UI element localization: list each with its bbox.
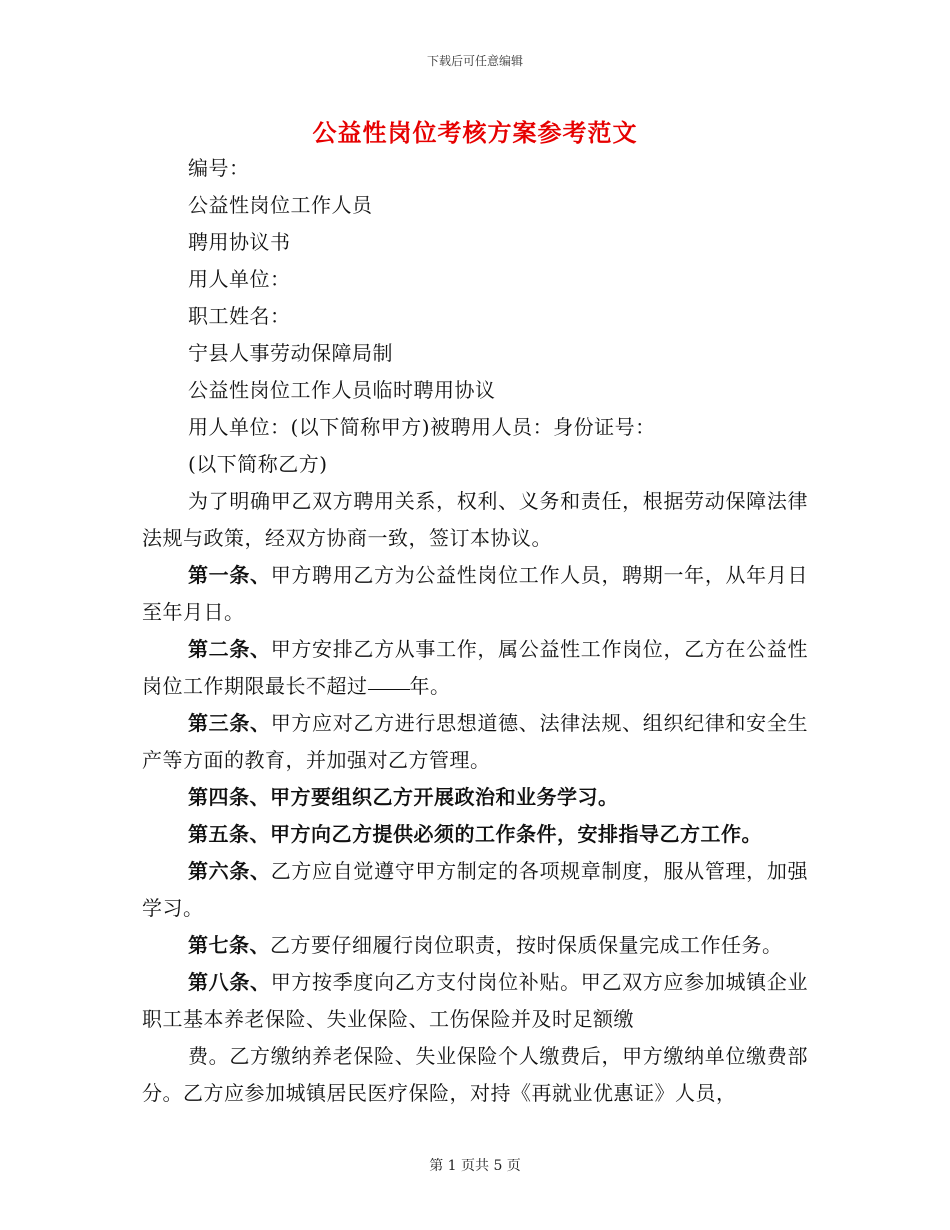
article-4 [142,779,808,816]
header-note: 下载后可任意编辑 [426,54,523,68]
line-issuer: 宁县人事劳动保障局制 [188,341,393,365]
article-8-label: 第八条、 [188,970,271,994]
line-employee-name: 职工姓名： [188,304,291,328]
article-2 [142,631,808,705]
line-employer: 用人单位： [188,267,291,291]
article-3 [142,705,808,779]
blank-underline [368,688,410,690]
paragraph-continuation: 费。乙方缴纳养老保险、失业保险个人缴费后，甲方缴纳单位缴费部分。乙方应参加城镇居民医疗保险，对持《再就业优惠证》人员， [142,1044,808,1105]
article-5 [142,816,808,853]
article-4-label: 第四条、 [188,785,270,809]
line-parties-b: (以下简称乙方) [188,452,328,476]
article-8 [142,964,808,1038]
page-footer: 第 1 页共 5 页 [429,1158,521,1174]
article-2-label: 第二条、 [188,637,271,661]
line-parties-a: 用人单位：(以下简称甲方)被聘用人员：身份证号： [188,415,656,439]
line-agreement-title: 聘用协议书 [188,230,291,254]
article-8-text: 甲方按季度向乙方支付岗位补贴。甲乙双方应参加城镇企业职工基本养老保险、失业保险、工伤保险并及时足额缴 [142,970,809,1031]
article-6-label: 第六条、 [188,859,271,883]
article-1-text: 甲方聘用乙方为公益性岗位工作人员，聘期一年，从年月日至年月日。 [142,563,809,624]
article-5-text: 甲方向乙方提供必须的工作条件，安排指导乙方工作。 [270,822,762,846]
article-2-text-after: 年。 [409,674,451,698]
article-7-label: 第七条、 [188,933,270,957]
paragraph-preamble: 为了明确甲乙双方聘用关系，权利、义务和责任，根据劳动保障法律法规与政策，经双方协商一致，签订本协议。 [142,489,808,550]
article-3-label: 第三条、 [188,711,271,735]
article-7-text: 乙方要仔细履行岗位职责，按时保质保量完成工作任务。 [270,933,783,957]
article-6 [142,853,808,927]
line-temp-agreement: 公益性岗位工作人员临时聘用协议 [188,378,496,402]
document-title: 公益性岗位考核方案参考范文 [312,118,638,147]
line-position-staff: 公益性岗位工作人员 [188,193,373,217]
article-4-text: 甲方要组织乙方开展政治和业务学习。 [270,785,619,809]
article-7 [142,927,808,964]
article-3-text: 甲方应对乙方进行思想道德、法律法规、组织纪律和安全生产等方面的教育，并加强对乙方管理。 [142,711,809,772]
line-serial-number: 编号： [188,156,250,180]
document-body [142,150,808,1112]
article-5-label: 第五条、 [188,822,270,846]
article-1-label: 第一条、 [188,563,271,587]
article-6-text: 乙方应自觉遵守甲方制定的各项规章制度，服从管理，加强学习。 [142,859,809,920]
article-1 [142,557,808,631]
article-2-text: 甲方安排乙方从事工作，属公益性工作岗位，乙方在公益性岗位工作期限最长不超过 [142,637,809,698]
